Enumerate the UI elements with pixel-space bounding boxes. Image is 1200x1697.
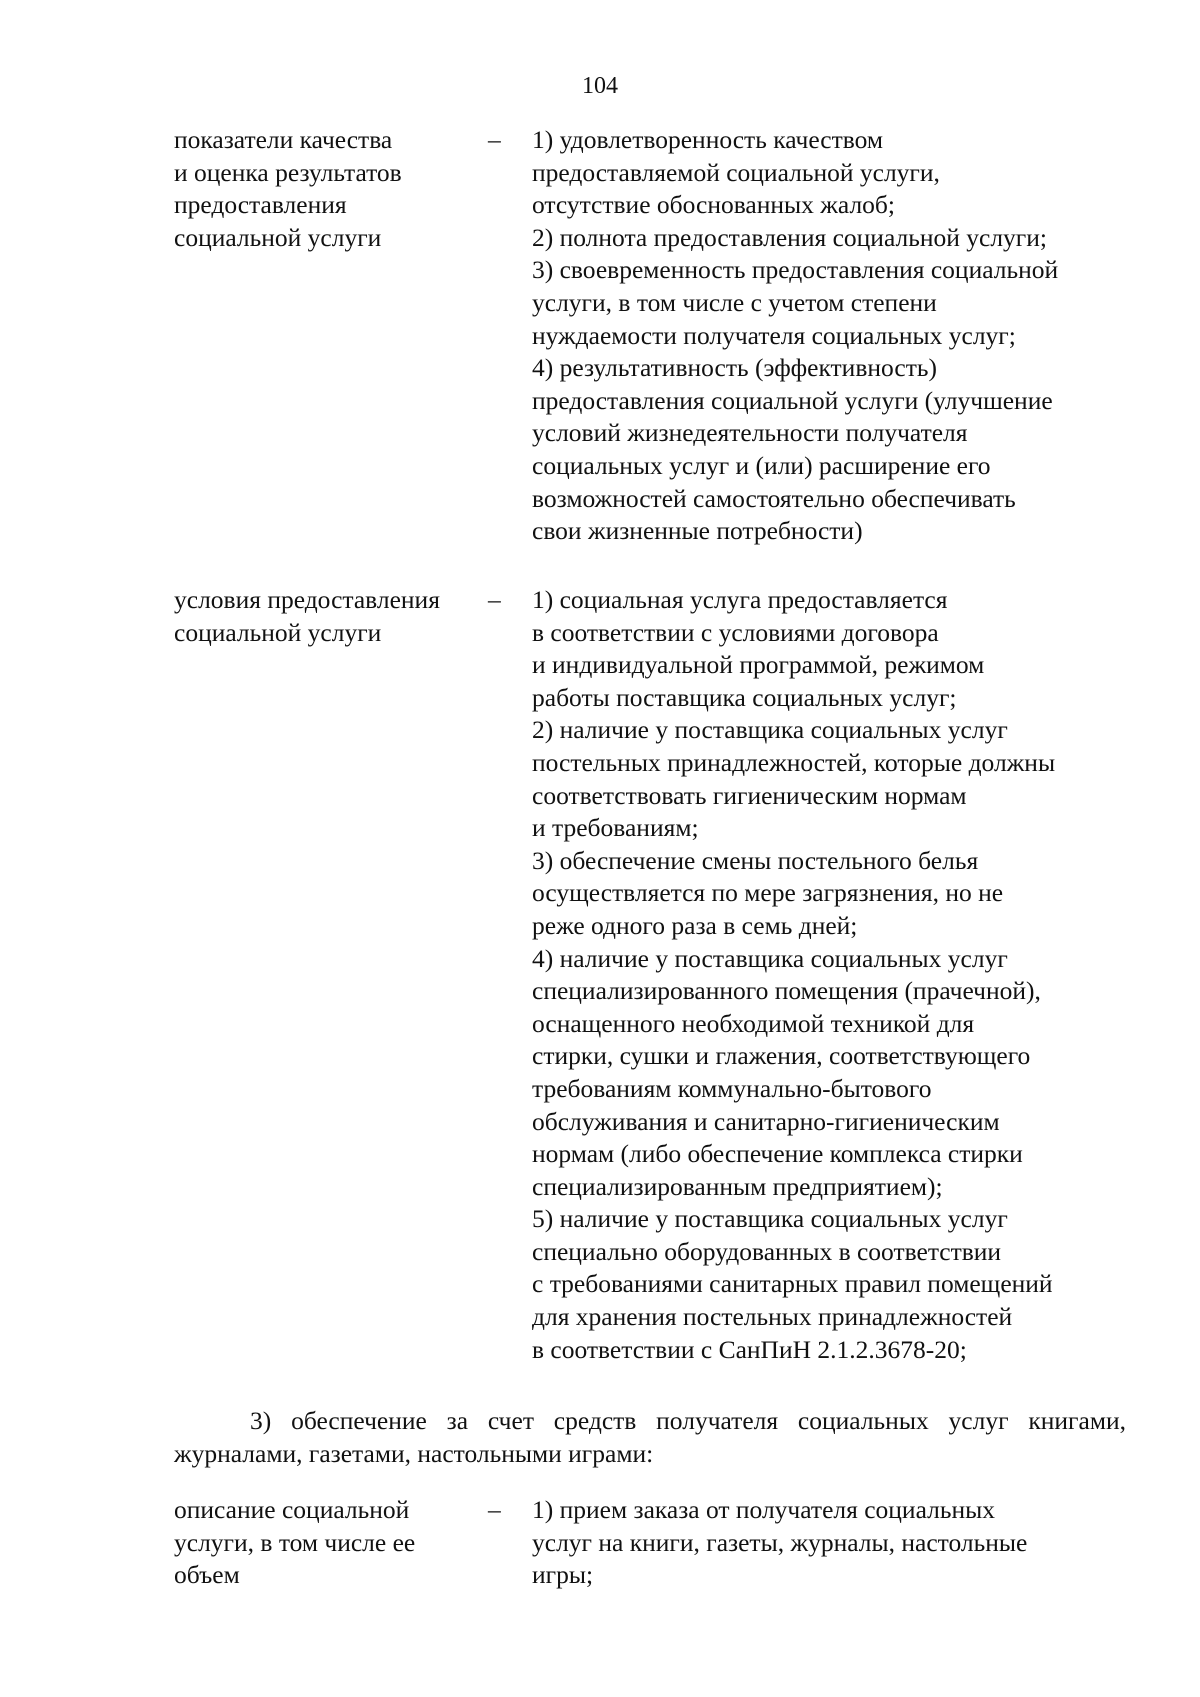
section-content	[532, 124, 1132, 548]
label-line: социальной услуги	[174, 617, 382, 647]
content-line: требованиям коммунально-бытового	[532, 1073, 932, 1103]
section-content	[532, 1494, 1132, 1592]
content-line: 3) своевременность предоставления социальной	[532, 255, 1059, 285]
content-line: обслуживания и санитарно-гигиеническим	[532, 1106, 1000, 1136]
content-line: и индивидуальной программой, режимом	[532, 650, 985, 680]
content-line: 2) полнота предоставления социальной услуги;	[532, 222, 1047, 252]
dash-separator: –	[488, 585, 501, 614]
content-line: услуг на книги, газеты, журналы, настольные	[532, 1527, 1028, 1557]
content-line: нуждаемости получателя социальных услуг;	[532, 320, 1016, 350]
body-paragraph	[174, 1404, 1126, 1470]
content-line: 3) обеспечение смены постельного белья	[532, 845, 979, 875]
content-line: в соответствии с СанПиН 2.1.2.3678-20;	[532, 1334, 967, 1364]
content-line: 5) наличие у поставщика социальных услуг	[532, 1204, 1008, 1234]
section-label	[174, 124, 504, 254]
content-line: и требованиям;	[532, 813, 699, 843]
page-number: 104	[582, 73, 618, 99]
dash-separator: –	[488, 1495, 501, 1524]
content-line: специализированного помещения (прачечной),	[532, 976, 1041, 1006]
content-line: 4) результативность (эффективность)	[532, 353, 937, 383]
content-line: социальных услуг и (или) расширение его	[532, 450, 991, 480]
section-content	[532, 584, 1132, 1366]
content-line: условий жизнедеятельности получателя	[532, 418, 968, 448]
dash-separator: –	[488, 125, 501, 154]
content-line: работы поставщика социальных услуг;	[532, 682, 957, 712]
content-line: специализированным предприятием);	[532, 1171, 943, 1201]
label-line: предоставления	[174, 190, 347, 220]
label-line: объем	[174, 1560, 240, 1590]
content-line: специально оборудованных в соответствии	[532, 1236, 1002, 1266]
content-line: свои жизненные потребности)	[532, 516, 863, 546]
content-line: осуществляется по мере загрязнения, но не	[532, 878, 1004, 908]
content-line: с требованиями санитарных правил помещений	[532, 1269, 1053, 1299]
content-line: возможностей самостоятельно обеспечивать	[532, 483, 1016, 513]
section-label	[174, 584, 504, 649]
content-line: нормам (либо обеспечение комплекса стирки	[532, 1139, 1023, 1169]
content-line: реже одного раза в семь дней;	[532, 910, 858, 940]
content-line: 4) наличие у поставщика социальных услуг	[532, 943, 1008, 973]
paragraph-line: журналами, газетами, настольными играми:	[174, 1439, 654, 1468]
content-line: в соответствии с условиями договора	[532, 617, 939, 647]
label-line: показатели качества	[174, 125, 393, 154]
label-line: и оценка результатов	[174, 157, 402, 187]
content-line: соответствовать гигиеническим нормам	[532, 780, 967, 810]
content-line: 1) удовлетворенность качеством	[532, 125, 884, 154]
content-line: 1) прием заказа от получателя социальных	[532, 1495, 995, 1524]
label-line: услуги, в том числе ее	[174, 1527, 416, 1557]
content-line: игры;	[532, 1560, 594, 1590]
content-line: стирки, сушки и глажения, соответствующего	[532, 1041, 1031, 1071]
content-line: постельных принадлежностей, которые должны	[532, 747, 1056, 777]
content-line: 1) социальная услуга предоставляется	[532, 585, 948, 614]
label-line: описание социальной	[174, 1495, 410, 1524]
content-line: 2) наличие у поставщика социальных услуг	[532, 715, 1008, 745]
content-line: предоставляемой социальной услуги,	[532, 157, 940, 187]
content-line: предоставления социальной услуги (улучшение	[532, 385, 1053, 415]
label-line: условия предоставления	[174, 585, 440, 614]
content-line: отсутствие обоснованных жалоб;	[532, 190, 895, 220]
section-label	[174, 1494, 504, 1592]
content-line: оснащенного необходимой техникой для	[532, 1008, 975, 1038]
content-line: для хранения постельных принадлежностей	[532, 1302, 1013, 1332]
label-line: социальной услуги	[174, 222, 382, 252]
paragraph-line: 3) обеспечение за счет средств получателя социальных услуг книгами,	[250, 1406, 1126, 1435]
content-line: услуги, в том числе с учетом степени	[532, 287, 937, 317]
